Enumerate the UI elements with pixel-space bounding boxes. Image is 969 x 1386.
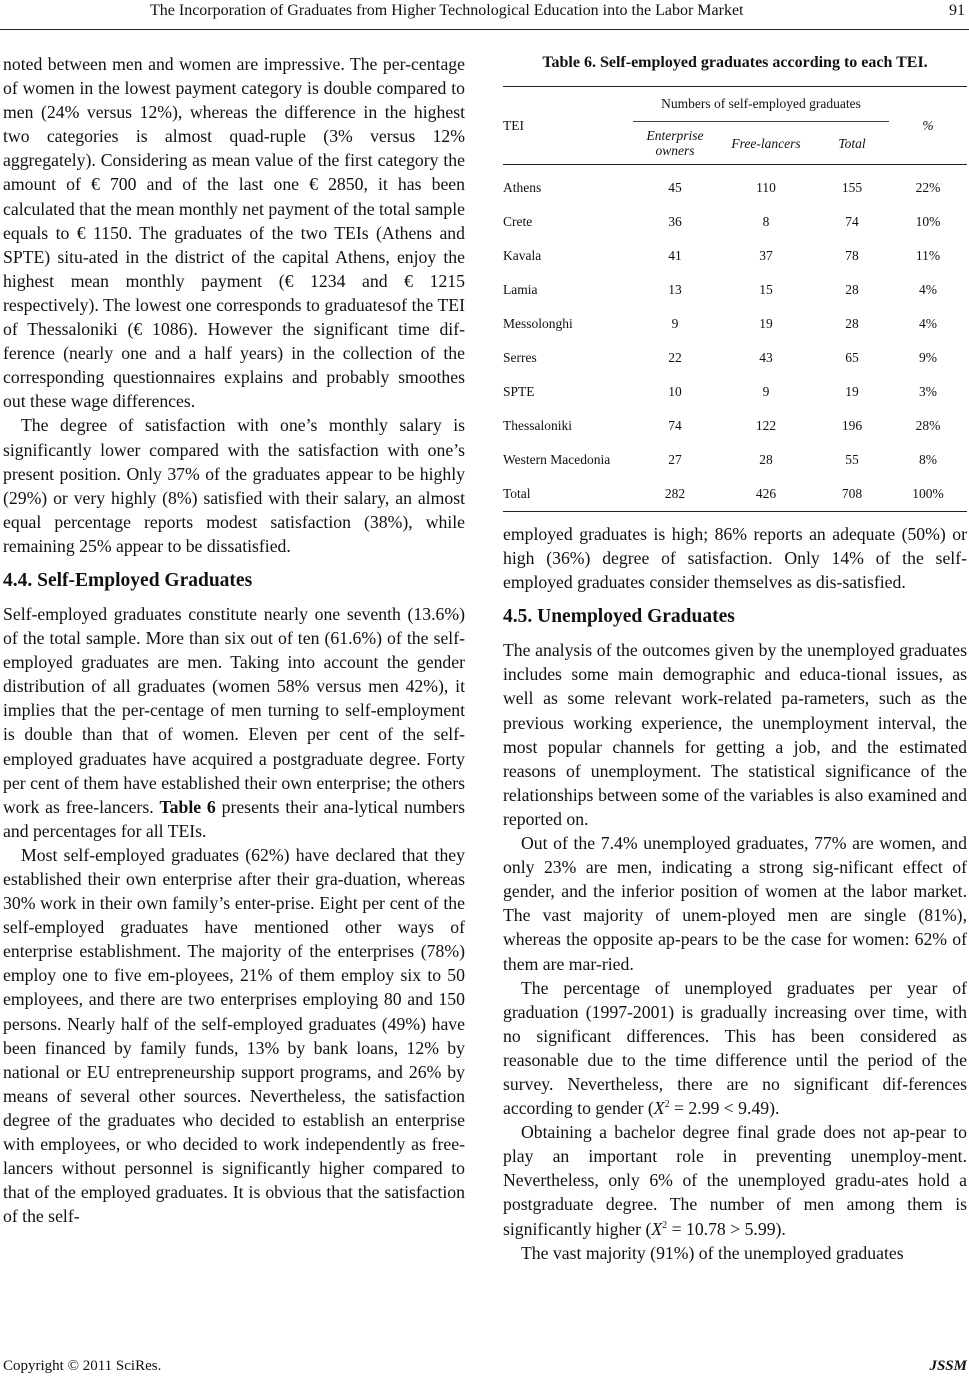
- text-run: = 10.78 > 5.99).: [667, 1218, 786, 1239]
- left-column: [3, 52, 465, 1228]
- column-header-percent: %: [889, 87, 967, 165]
- cell-enterprise: 282: [633, 477, 717, 512]
- table-row: [503, 205, 967, 239]
- text-run: = 2.99 < 9.49).: [669, 1098, 780, 1119]
- cell-enterprise: 9: [671, 316, 679, 331]
- text-run: presents their ana-lytical numbers and percentages for all TEIs.: [3, 796, 466, 841]
- cell-freelancers: 9: [762, 384, 770, 399]
- cell-freelancers: 426: [717, 477, 815, 512]
- cell-percent: 11%: [915, 248, 941, 263]
- running-header: [0, 0, 969, 30]
- table-row: [503, 341, 967, 375]
- paragraph: [503, 976, 967, 1121]
- chi-square-exponent: 2: [662, 1219, 668, 1231]
- paragraph: employed graduates is high; 86% reports an adequate (50%) or high (36%) degree of satisfaction. Only 14% of the self-employed graduates consider themselves as dis-satisfied.: [503, 524, 967, 593]
- table-row: [503, 273, 967, 307]
- paragraph: noted between men and women are impressive. The per-centage of women in the lowest payment category is double compared to men (24% versus 12%), whereas the difference in the highest two categories is almost quad-ruple (3% versus 12% aggregately). Considering as mean value of the first category the amount of € 700 and of the last one € 2850, it has been calculated that the mean monthly net payment of the total sample equals to € 1150. The graduates of the two TEIs (Athens and SPTE) situ-ated in the district of the capital Athens, enjoy the highest mean monthly payment (€ 1234 and € 1215 respectively). The lowest one corresponds to graduatesof the TEI of Thessaloniki (€ 1086). However the significant time dif-ference (nearly one and a half years) in the collection of the corresponding questionnaires explains and probably smoothes out these wage differences.: [3, 54, 465, 412]
- cell-enterprise: 10: [668, 384, 682, 399]
- paragraph: [503, 1120, 967, 1240]
- text-run: Obtaining a bachelor degree final grade does not ap-pear to play an important role in preventing unemploy-ment. Nevertheless, only 6% of the unemployed gradu-ates hold a postgraduate degree. The number of men among them is significantly higher (: [503, 1122, 967, 1239]
- cell-enterprise: 22: [668, 350, 682, 365]
- chi-square-exponent: 2: [664, 1099, 670, 1111]
- cell-tei: Lamia: [503, 282, 538, 297]
- paragraph: The degree of satisfaction with one’s monthly salary is significantly lower compared with the satisfaction with one’s present position. Only 37% of the graduates appear to be highly (29%) or very highly (8%) satisfied with their salary, an almost equal percentage reports modest satisfaction (38%), while remaining 25% appear to be dissatisfied.: [3, 415, 465, 556]
- cell-freelancers: 8: [762, 214, 770, 229]
- cell-enterprise: 74: [668, 418, 682, 433]
- cell-freelancers: 110: [756, 180, 776, 195]
- cell-tei: Thessaloniki: [503, 418, 572, 433]
- cell-percent: 100%: [889, 477, 967, 512]
- cell-freelancers: 15: [759, 282, 773, 297]
- cell-freelancers: 43: [759, 350, 773, 365]
- chi-square-symbol: X: [651, 1218, 663, 1239]
- cell-percent: 8%: [919, 452, 937, 467]
- paragraph: The analysis of the outcomes given by the unemployed graduates includes some main demographic and educa-tional issues, as well as some relevant work-related pa-rameters, such as the previous working experience, the unemployment interval, the most popular channels for getting a job, and the estimated reasons of unemployment. The statistical significance of the relationships between some of the variables is also examined and reported on.: [503, 640, 967, 829]
- page-number: 91: [949, 2, 965, 19]
- section-heading: 4.5. Unemployed Graduates: [503, 606, 735, 628]
- cell-tei: Total: [503, 477, 633, 512]
- paragraph: [3, 602, 465, 843]
- cell-total: 708: [815, 477, 889, 512]
- cell-total: 65: [845, 350, 859, 365]
- cell-tei: SPTE: [503, 384, 535, 399]
- cell-freelancers: 19: [759, 316, 773, 331]
- cell-total: 28: [845, 316, 859, 331]
- cell-tei: Crete: [503, 214, 533, 229]
- cell-percent: 22%: [915, 180, 941, 195]
- section-heading: 4.4. Self-Employed Graduates: [3, 569, 253, 591]
- cell-total: 28: [845, 282, 859, 297]
- cell-tei: Serres: [503, 350, 537, 365]
- column-header-enterprise: Enterprise owners: [633, 122, 717, 165]
- cell-total: 155: [841, 180, 863, 195]
- cell-freelancers: 28: [759, 452, 773, 467]
- table-caption: Table 6. Self-employed graduates according to each TEI.: [542, 54, 928, 71]
- table-row: [503, 409, 967, 443]
- cell-total: 74: [845, 214, 859, 229]
- running-title: The Incorporation of Graduates from Higher Technological Education into the Labor Market: [150, 2, 744, 19]
- copyright-notice: Copyright © 2011 SciRes.: [3, 1358, 162, 1374]
- table-row: [503, 239, 967, 273]
- chi-square-symbol: X: [653, 1098, 665, 1119]
- paragraph: The vast majority (91%) of the unemployed graduates: [521, 1242, 904, 1263]
- table-row: [503, 477, 967, 512]
- cell-percent: 4%: [919, 282, 937, 297]
- cell-enterprise: 27: [668, 452, 682, 467]
- cell-percent: 3%: [919, 384, 937, 399]
- column-header-freelancers: Free-lancers: [717, 122, 815, 165]
- cell-freelancers: 122: [755, 418, 777, 433]
- cell-percent: 4%: [919, 316, 937, 331]
- paragraph: Out of the 7.4% unemployed graduates, 77% are women, and only 23% are men, indicating a strong sig-nificant effect of gender, and the inferior position of women at the labor market. The vast majority of unem-ployed men are single (81%), whereas the opposite ap-pears to be the case for women: 62% of them are mar-ried.: [503, 833, 967, 974]
- cell-enterprise: 36: [668, 214, 682, 229]
- column-header-total: Total: [815, 122, 889, 165]
- cell-tei: Athens: [503, 180, 542, 195]
- table-row: [503, 443, 967, 477]
- cell-freelancers: 37: [759, 248, 773, 263]
- cell-enterprise: 13: [668, 282, 682, 297]
- table-row: [503, 375, 967, 409]
- cell-total: 55: [845, 452, 859, 467]
- cell-total: 19: [845, 384, 859, 399]
- table-body: [503, 165, 967, 512]
- text-run: The percentage of unemployed graduates per year of graduation (1997-2001) is gradually increasing over time, with no significant differences. This has been considered as reasonable due to the time difference until the period of the survey. Nevertheless, there are no significant dif-ferences according to gender (: [503, 977, 967, 1119]
- cell-total: 196: [841, 418, 863, 433]
- table-row: [503, 165, 967, 206]
- cell-tei: Western Macedonia: [503, 452, 611, 467]
- cell-percent: 9%: [919, 350, 937, 365]
- table-row: [503, 307, 967, 341]
- cell-percent: 10%: [915, 214, 941, 229]
- group-header: Numbers of self-employed graduates: [633, 87, 889, 122]
- data-table: [503, 86, 967, 512]
- right-column: [503, 522, 967, 1265]
- cell-percent: 28%: [915, 418, 941, 433]
- cell-enterprise: 41: [668, 248, 682, 263]
- table-reference: Table 6: [159, 796, 216, 817]
- cell-tei: Kavala: [503, 248, 542, 263]
- cell-tei: Messolonghi: [503, 316, 573, 331]
- column-header-tei: TEI: [503, 87, 633, 165]
- cell-total: 78: [845, 248, 859, 263]
- journal-name: JSSM: [929, 1358, 967, 1374]
- paragraph: Most self-employed graduates (62%) have declared that they established their own enterprise after their gra-duation, whereas 30% work in their own family’s enter-prise. Eight per cent of the self-employed graduates have mentioned other ways of enterprise establishment. The majority of the enterprises (78%) employ one to five em-ployees, 21% of them employ six to 50 employees, and there are two enterprises employing 80 and 150 persons. Nearly half of the self-employed graduates (49%) have been financed by family funds, 13% by bank loans, 12% by national or EU entrepreneurship support programs, and 26% by means of several other sources. Nevertheless, the satisfaction degree of the graduates who decided to establish an enterprise with employees, or who decided to work independently as free-lancers without personnel is significantly higher compared to that of the employed graduates. It is obvious that the satisfaction of the self-: [3, 844, 465, 1227]
- cell-enterprise: 45: [668, 180, 682, 195]
- table-6: [503, 52, 967, 512]
- text-run: Self-employed graduates constitute nearly one seventh (13.6%) of the total sample. More than six out of ten (61.6%) of the self-employed graduates are men. Taking into account the gender distribution of all graduates (women 58% versus men 42%), it implies that the per-centage of men turning to self-employment is double than that of women. Eleven per cent of the self-employed graduates have acquired a postgraduate degree. Forty per cent of them have established their own enterprise; the others work as free-lancers.: [3, 603, 465, 817]
